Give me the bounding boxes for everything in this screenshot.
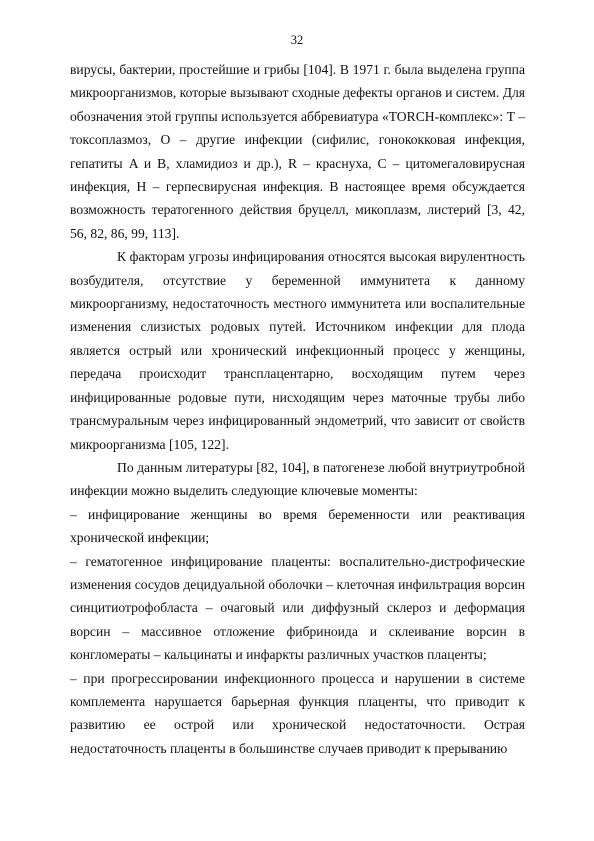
paragraph-risk-factors: К факторам угрозы инфицирования относятся высокая вирулентность возбудителя, отсутствие у беременной иммунитета к данному микроорганизму, недостаточность местного иммунитета или воспалительные изменения слизистых родовых путей. Источником инфекции для плода является острый или хронический инфекционный процесс у женщины, передача происходит трансплацентарно, восходящим путем через инфицированные родовые пути, нисходящим через маточные трубы либо трансмуральным через инфицированный эндометрий, что зависит от свойств микроорганизма [105, 122]. bbox=[70, 249, 525, 452]
list-item-placental-infection: – гематогенное инфицирование плаценты: воспалительно-дистрофические изменения сосудов децидуальной оболочки – клеточная инфильтрация ворсин синцитиотрофобласта – очаговый или диффузный склероз и деформация ворсин – массивное отложение фибриноида и склеивание ворсин в конгломераты – кальцинаты и инфаркты различных участков плаценты; bbox=[70, 553, 525, 663]
paragraph-torch-intro: вирусы, бактерии, простейшие и грибы [104]. В 1971 г. была выделена группа микроорганизмов, которые вызывают сходные дефекты органов и систем. Для обозначения этой группы используется аббревиатура «TORCH-комплекс»: T – токсоплазмоз, O – другие инфекции (сифилис, гонококковая инфекция, гепатиты A и B, хламидиоз и др.), R – краснуха, C – цитомегаловирусная инфекция, H – герпесвирусная инфекция. В настоящее время обсуждается возможность тератогенного действия бруцелл, микоплазм, листерий [3, 42, 56, 82, 86, 99, 113]. bbox=[70, 62, 525, 241]
page-number: 32 bbox=[290, 33, 304, 47]
paragraph-pathogenesis-intro: По данным литературы [82, 104], в патогенезе любой внутриутробной инфекции можно выделить следующие ключевые моменты: bbox=[70, 459, 525, 499]
list-item-placental-insufficiency: – при прогрессировании инфекционного процесса и нарушении в системе комплемента нарушается барьерная функция плаценты, что приводит к развитию ее острой или хронической недостаточности. Острая недостаточность плаценты в большинстве случаев приводит к прерыванию bbox=[70, 670, 525, 756]
list-item-maternal-infection: – инфицирование женщины во время беременности или реактивация хронической инфекции; bbox=[70, 506, 525, 546]
page-body bbox=[70, 58, 525, 760]
